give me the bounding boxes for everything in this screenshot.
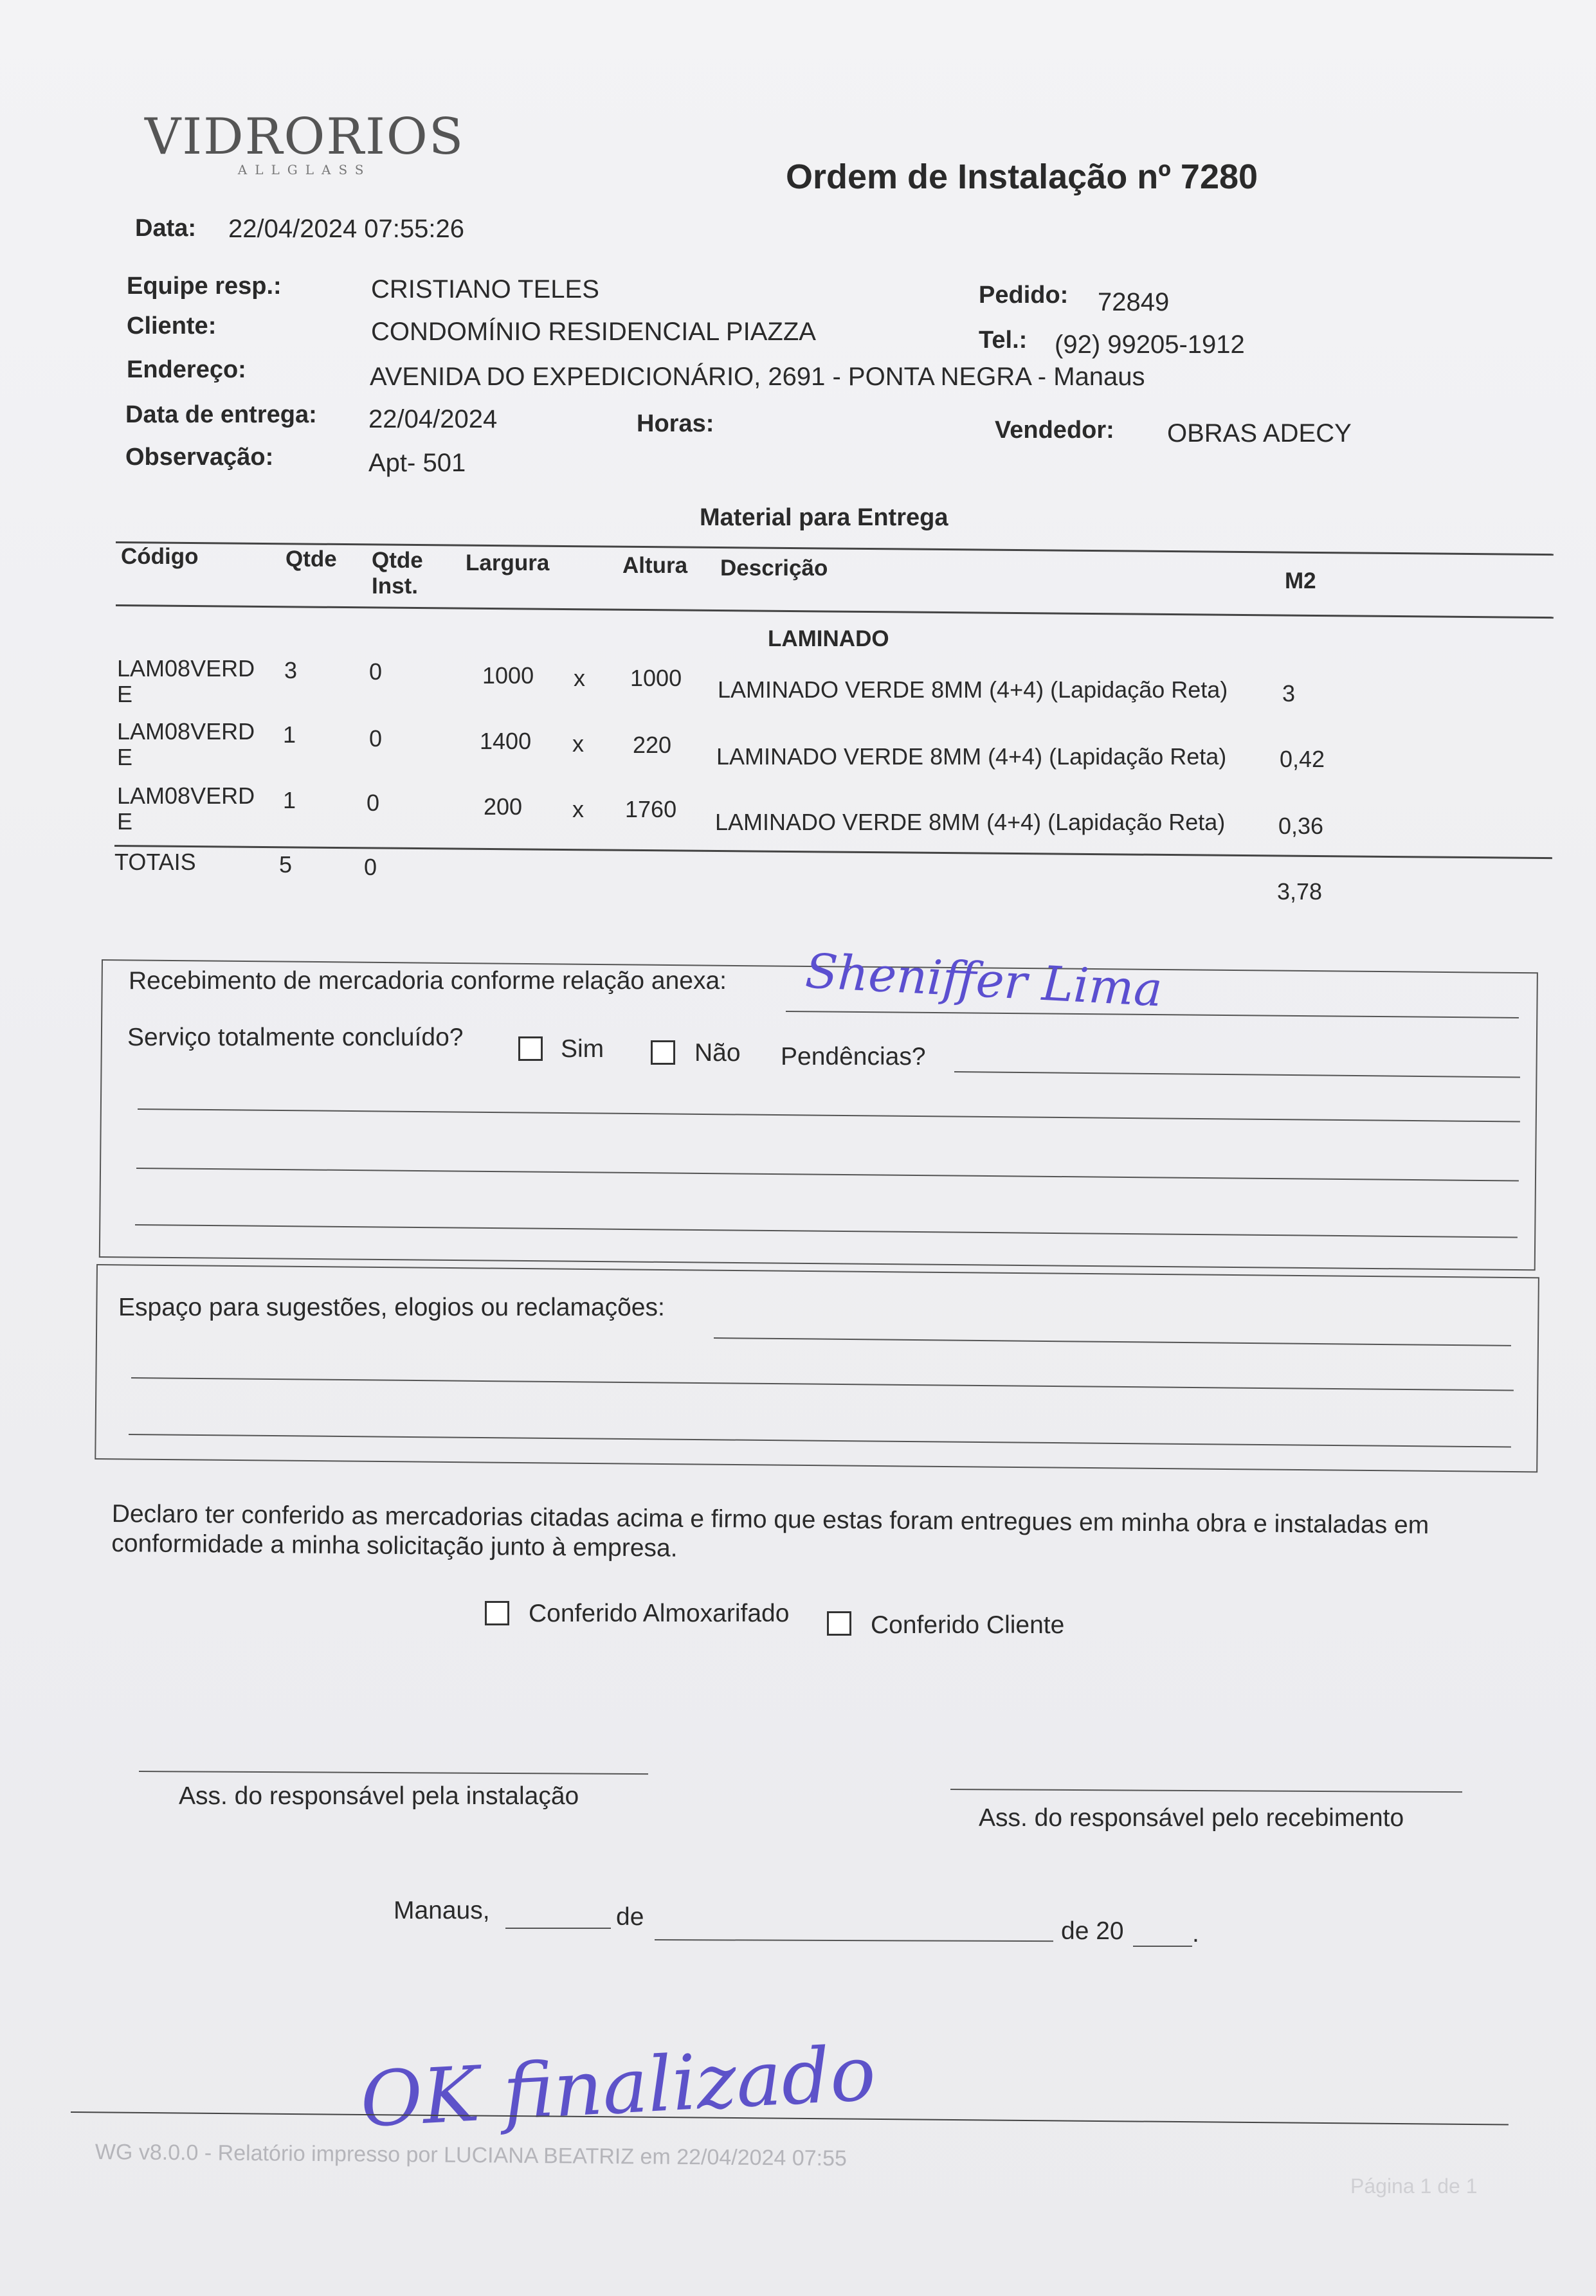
sim-checkbox[interactable]	[518, 1036, 543, 1061]
date-de-2: de 20	[1061, 1917, 1124, 1945]
row2-qtde-inst: 0	[369, 725, 383, 752]
tel-label: Tel.:	[979, 327, 1028, 354]
suggestions-label: Espaço para sugestões, elogios ou reclamações:	[118, 1294, 665, 1321]
header-altura: Altura	[622, 553, 688, 578]
signature-recebimento-label: Ass. do responsável pelo recebimento	[979, 1804, 1404, 1832]
table-header-rule	[116, 604, 1554, 619]
row1-x: x	[574, 665, 585, 691]
handwritten-note: OK finalizado	[358, 2029, 878, 2144]
row2-x: x	[572, 730, 584, 757]
data-value: 22/04/2024 07:55:26	[228, 215, 465, 243]
servico-label: Serviço totalmente concluído?	[127, 1024, 464, 1051]
logo-subtext: ALLGLASS	[237, 162, 372, 177]
recebimento-signature: Sheniffer Lima	[804, 943, 1164, 1018]
tel-value: (92) 99205-1912	[1055, 330, 1245, 359]
row2-m2: 0,42	[1280, 746, 1325, 772]
nao-label: Não	[694, 1039, 741, 1067]
observacao-value: Apt- 501	[368, 449, 466, 477]
signature-line-instalacao	[139, 1771, 648, 1775]
logo-text: VIDRORIOS	[145, 108, 465, 166]
horas-label: Horas:	[637, 410, 714, 437]
conferido-cliente-checkbox[interactable]	[827, 1611, 851, 1636]
date-month-line	[655, 1939, 1053, 1942]
pendencias-label: Pendências?	[781, 1043, 926, 1071]
equipe-label: Equipe resp.:	[127, 273, 282, 300]
entrega-value: 22/04/2024	[368, 405, 498, 433]
table-totals-rule	[114, 845, 1552, 859]
nao-checkbox[interactable]	[651, 1040, 675, 1065]
signature-instalacao-label: Ass. do responsável pela instalação	[179, 1782, 579, 1810]
entrega-label: Data de entrega:	[125, 401, 317, 428]
footer-page: Página 1 de 1	[1350, 2174, 1478, 2198]
company-logo	[145, 108, 464, 177]
row3-x: x	[572, 796, 584, 822]
recebimento-label: Recebimento de mercadoria conforme relação anexa:	[129, 967, 727, 995]
row1-codigo: LAM08VERD E	[117, 655, 255, 707]
sim-label: Sim	[561, 1035, 604, 1063]
vendedor-label: Vendedor:	[995, 417, 1114, 444]
pedido-value: 72849	[1098, 288, 1170, 316]
row1-qtde: 3	[284, 657, 298, 683]
row3-largura: 200	[484, 793, 523, 820]
totals-label: TOTAIS	[114, 849, 196, 875]
declaration-text: Declaro ter conferido as mercadorias citadas acima e firmo que estas foram entregues em minha obra e instaladas em conformidade a minha solicitação junto à empresa.	[111, 1500, 1429, 1562]
equipe-value: CRISTIANO TELES	[371, 275, 599, 303]
row3-qtde: 1	[283, 787, 296, 813]
row1-descricao: LAMINADO VERDE 8MM (4+4) (Lapidação Reta)	[718, 676, 1228, 703]
conferido-cliente-label: Conferido Cliente	[871, 1611, 1065, 1639]
date-day-line	[505, 1928, 611, 1929]
row1-m2: 3	[1282, 680, 1296, 707]
row2-largura: 1400	[480, 728, 532, 754]
vendedor-value: OBRAS ADECY	[1167, 419, 1352, 447]
observacao-label: Observação:	[125, 444, 274, 471]
cliente-label: Cliente:	[127, 312, 217, 339]
document-title: Ordem de Instalação nº 7280	[786, 158, 1258, 196]
header-qtde: Qtde	[286, 547, 337, 572]
row3-codigo: LAM08VERD E	[117, 782, 255, 835]
header-largura: Largura	[466, 550, 550, 575]
row3-altura: 1760	[625, 796, 677, 822]
row1-qtde-inst: 0	[369, 658, 383, 685]
totals-qtde-inst: 0	[364, 854, 377, 880]
pedido-label: Pedido:	[979, 282, 1069, 309]
date-year-line	[1133, 1946, 1192, 1947]
header-codigo: Código	[121, 544, 199, 569]
row2-altura: 220	[633, 732, 672, 758]
totals-qtde: 5	[279, 851, 293, 878]
row2-codigo: LAM08VERD E	[117, 718, 255, 770]
data-label: Data:	[135, 215, 197, 242]
date-end: .	[1192, 1920, 1199, 1948]
row2-qtde: 1	[283, 721, 296, 748]
header-descricao: Descrição	[720, 556, 828, 581]
endereco-label: Endereço:	[127, 356, 246, 383]
row1-largura: 1000	[482, 662, 534, 689]
conferido-almox-label: Conferido Almoxarifado	[529, 1600, 790, 1627]
row3-descricao: LAMINADO VERDE 8MM (4+4) (Lapidação Reta)	[715, 809, 1226, 835]
row3-m2: 0,36	[1278, 813, 1324, 839]
header-m2: M2	[1285, 568, 1316, 593]
date-de-1: de	[616, 1903, 644, 1931]
footer-printed: WG v8.0.0 - Relatório impresso por LUCIANA BEATRIZ em 22/04/2024 07:55	[95, 2140, 848, 2171]
row3-qtde-inst: 0	[367, 790, 380, 816]
endereco-value: AVENIDA DO EXPEDICIONÁRIO, 2691 - PONTA NEGRA - Manaus	[370, 363, 1145, 391]
date-city: Manaus,	[394, 1897, 490, 1924]
signature-line-recebimento	[950, 1789, 1462, 1793]
row1-altura: 1000	[630, 665, 682, 691]
table-section-title: Material para Entrega	[700, 504, 948, 531]
header-qtde-inst: Qtde Inst.	[372, 548, 423, 599]
row2-descricao: LAMINADO VERDE 8MM (4+4) (Lapidação Reta)	[716, 743, 1227, 770]
group-laminado: LAMINADO	[768, 626, 889, 651]
totals-m2: 3,78	[1277, 878, 1323, 905]
cliente-value: CONDOMÍNIO RESIDENCIAL PIAZZA	[371, 318, 816, 346]
conferido-almox-checkbox[interactable]	[485, 1601, 509, 1625]
